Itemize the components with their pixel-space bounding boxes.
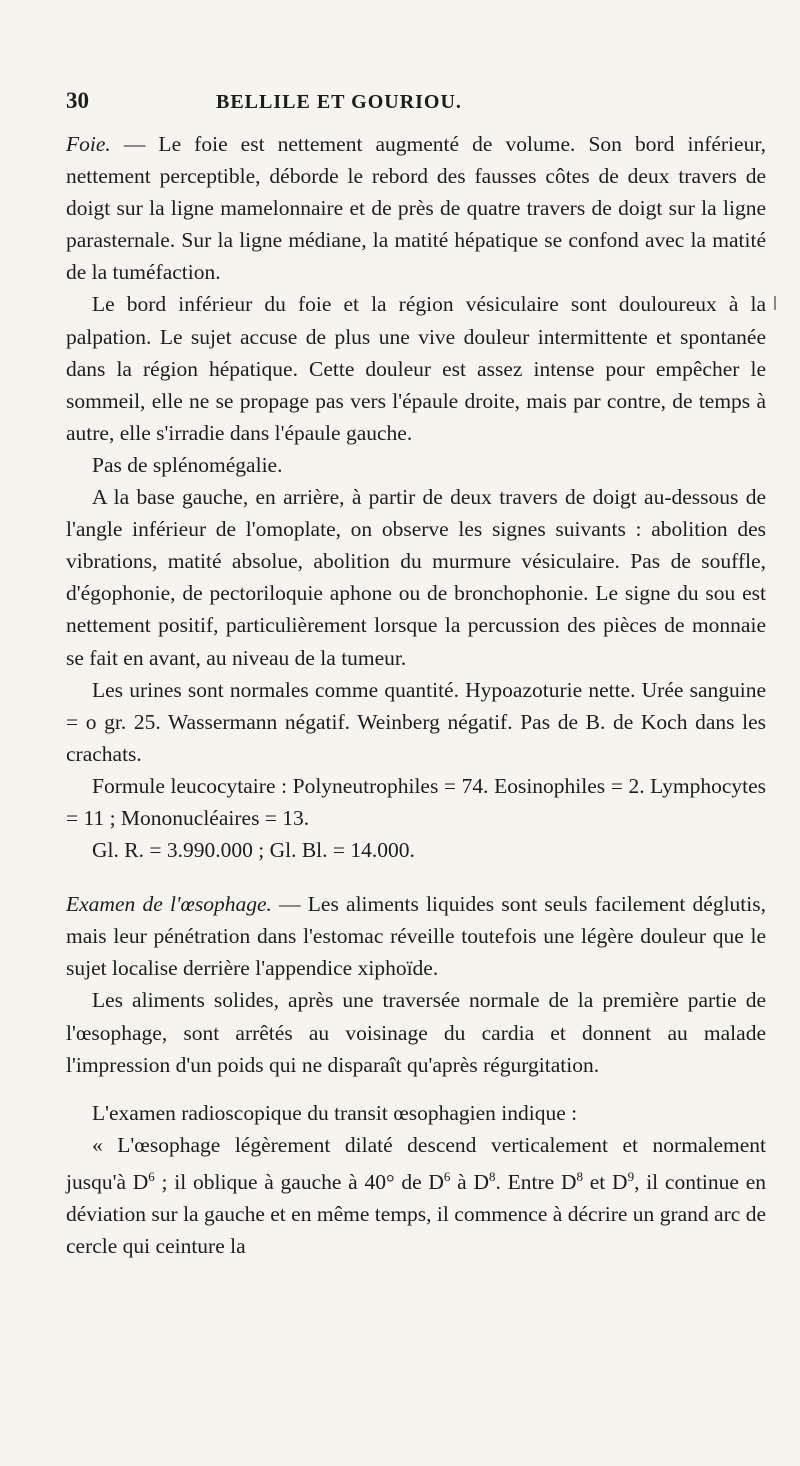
paragraph: Pas de splénomégalie. bbox=[92, 452, 283, 477]
superscript: 6 bbox=[148, 1168, 155, 1184]
text-run: à D bbox=[450, 1170, 490, 1195]
page-header bbox=[66, 88, 766, 122]
text-run: , il continue en déviation sur la gauche et en même temps, il commence à décrire un grand arc de cercle qui ceinture la bbox=[66, 1170, 766, 1259]
text-run: ; il oblique à gauche à 40° de D bbox=[154, 1170, 444, 1195]
text-run: . Entre D bbox=[495, 1170, 577, 1195]
body-text bbox=[66, 128, 766, 1262]
paragraph-text: — Le foie est nettement augmenté de volume. Son bord inférieur, nettement perceptible, déborde le rebord des fausses côtes de deux travers de doigt sur la ligne mamelonnaire et de près de quatre travers de doigt sur la ligne parasternale. Sur la ligne médiane, la matité hépatique se confond avec la matité de la tuméfaction. bbox=[66, 132, 766, 285]
paragraph: Le bord inférieur du foie et la région vésiculaire sont douloureux à la palpation. Le sujet accuse de plus une vive douleur intermittente et spontanée dans la région hépatique. Cette douleur est assez intense pour empêcher le sommeil, elle ne se propage pas vers l'épaule droite, mais par contre, de temps à autre, elle s'irradie dans l'épaule gauche. bbox=[66, 292, 766, 445]
superscript: 8 bbox=[489, 1168, 496, 1184]
paragraph: Formule leucocytaire : Polyneutrophiles = 74. Eosinophiles = 2. Lymphocytes = 11 ; Mononucléaires = 13. bbox=[66, 773, 766, 830]
section-title-oesophage: Examen de l'œsophage. bbox=[66, 892, 272, 917]
paragraph-text: — Les aliments liquides sont seuls facilement déglutis, mais leur pénétration dans l'estomac réveille toutefois une légère douleur que le sujet localise derrière l'appendice xiphoïde. bbox=[66, 892, 766, 981]
paragraph: Les aliments solides, après une traversée normale de la première partie de l'œsophage, sont arrêtés au voisinage du cardia et donnent au malade l'impression d'un poids qui ne disparaît qu'après régurgitation. bbox=[66, 988, 766, 1077]
text-run: et D bbox=[583, 1170, 628, 1195]
superscript: 9 bbox=[627, 1168, 635, 1184]
paragraph: Gl. R. = 3.990.000 ; Gl. Bl. = 14.000. bbox=[92, 838, 415, 863]
text-run: « L'œsophage légèrement dilaté descend verticalement et normalement jusqu'à D bbox=[66, 1132, 766, 1195]
section-title-foie: Foie. bbox=[66, 132, 111, 156]
paragraph: Les urines sont normales comme quantité. Hypoazoturie nette. Urée sanguine = o gr. 25. Wassermann négatif. Weinberg négatif. Pas de B. de Koch dans les crachats. bbox=[66, 677, 766, 766]
paragraph: A la base gauche, en arrière, à partir de deux travers de doigt au-dessous de l'angle inférieur de l'omoplate, on observe les signes suivants : abolition des vibrations, matité absolue, abolition du murmure vésiculaire. Pas de souffle, d'égophonie, de pectoriloquie aphone ou de bronchophonie. Le signe du sou est nettement positif, particulièrement lorsque la percussion des pièces de monnaie se fait en avant, au niveau de la tumeur. bbox=[66, 485, 766, 670]
superscript: 6 bbox=[443, 1168, 451, 1184]
scan-artifact bbox=[774, 296, 776, 310]
running-head: BELLILE ET GOURIOU. bbox=[216, 91, 462, 113]
superscript: 8 bbox=[576, 1168, 583, 1184]
paragraph-radioscopie bbox=[66, 1129, 766, 1263]
paragraph: L'examen radioscopique du transit œsophagien indique : bbox=[92, 1100, 578, 1125]
paragraph-oesophage bbox=[66, 888, 766, 984]
page-number: 30 bbox=[66, 88, 89, 113]
paragraph-foie bbox=[66, 128, 766, 288]
